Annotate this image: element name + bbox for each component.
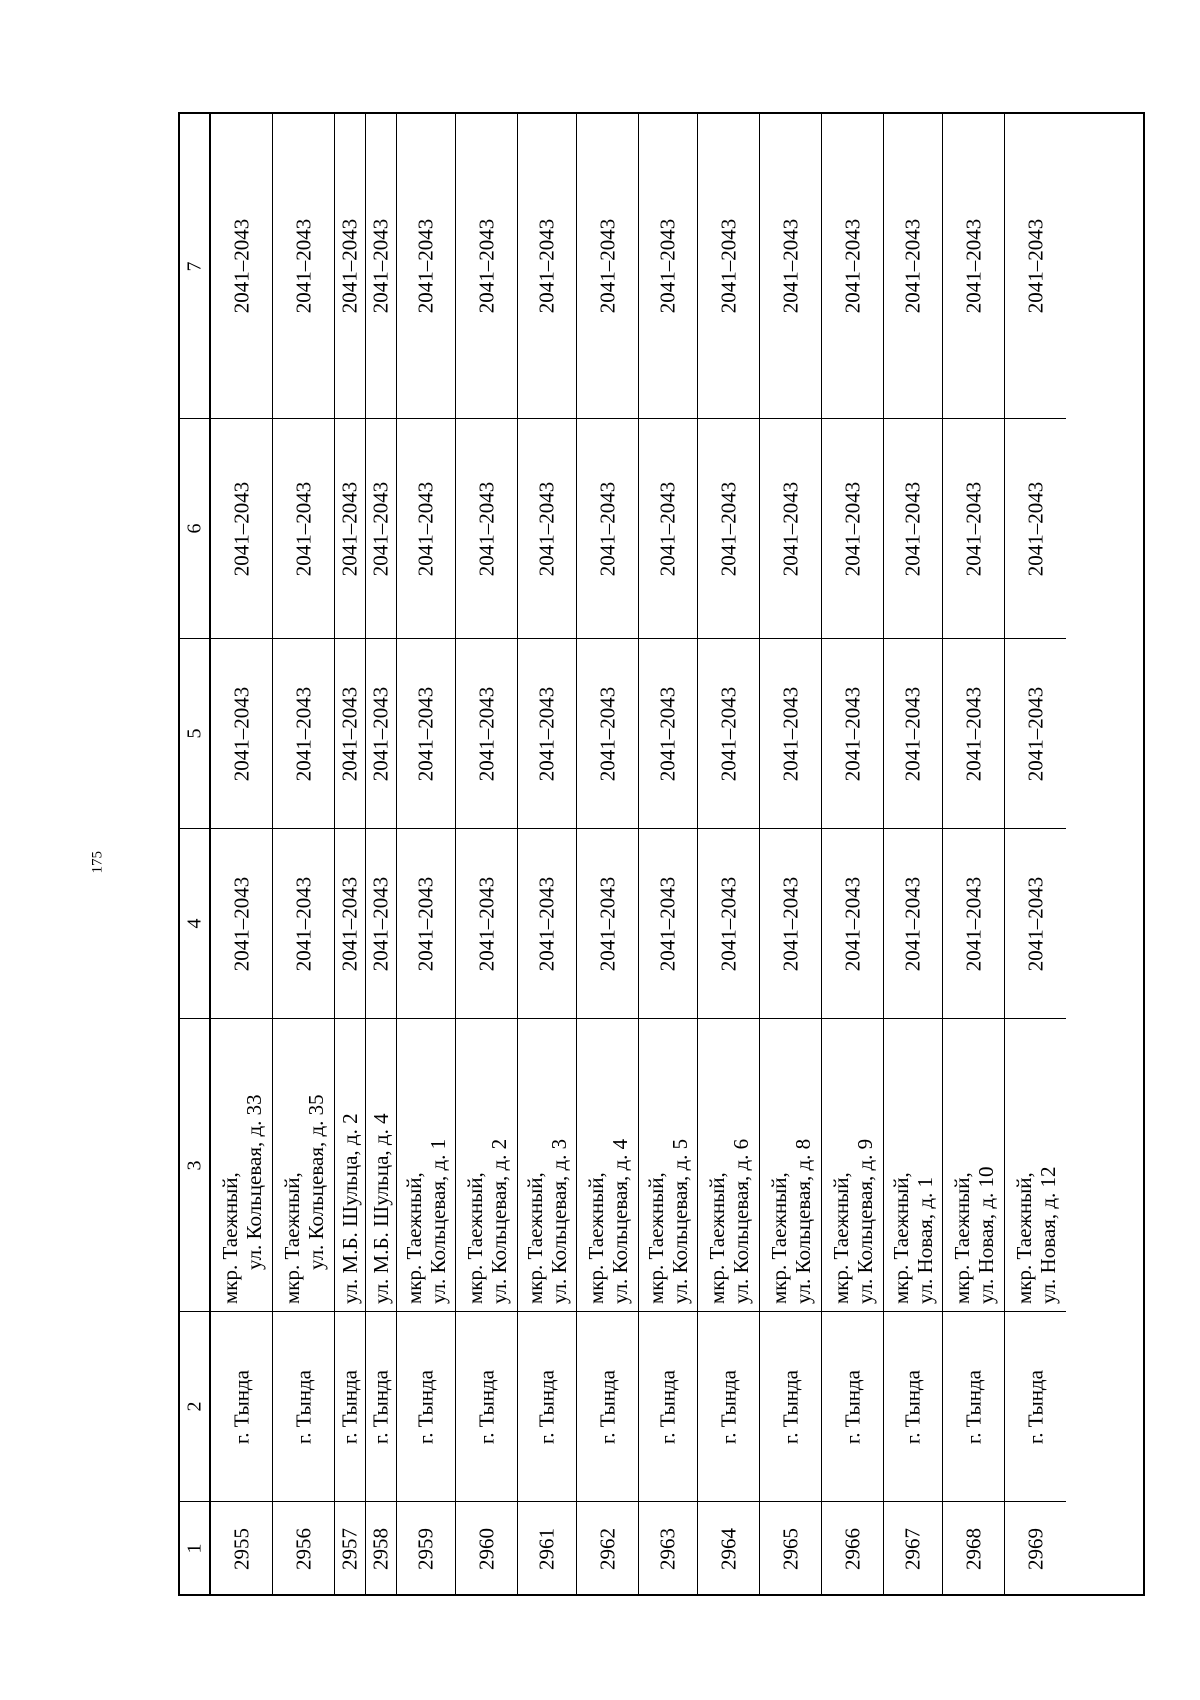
cell-col-3 [335, 1018, 365, 1311]
row-number: 2969 [1023, 1527, 1047, 1570]
row-number: 2965 [778, 1527, 802, 1570]
table-row [759, 114, 821, 1594]
table-row [821, 114, 883, 1594]
table-row [942, 114, 1004, 1594]
cell-col-6 [822, 418, 883, 638]
period-value: 2041–2043 [595, 481, 619, 576]
city-name: г. Тында [961, 1369, 985, 1444]
cell-col-7 [698, 114, 759, 418]
row-number: 2968 [961, 1527, 985, 1570]
period-value: 2041–2043 [474, 481, 498, 576]
city-name: г. Тында [900, 1369, 925, 1444]
row-number: 2963 [655, 1527, 680, 1570]
header-col-6 [180, 418, 209, 638]
cell-col-2 [577, 1311, 638, 1501]
city-name: г. Тында [337, 1369, 362, 1444]
period-value: 2041–2043 [474, 218, 498, 314]
cell-col-4 [822, 828, 883, 1018]
city-name: г. Тында [368, 1369, 393, 1444]
cell-col-5 [211, 638, 272, 828]
period-value: 2041–2043 [337, 876, 362, 971]
address-line-1: ул. М.Б. Шульца, д. 4 [369, 1113, 393, 1304]
cell-col-5 [335, 638, 365, 828]
header-label: 6 [183, 523, 205, 534]
cell-col-6 [577, 418, 638, 638]
cell-col-5 [943, 638, 1004, 828]
period-value: 2041–2043 [474, 876, 498, 971]
cell-col-5 [698, 638, 759, 828]
period-value: 2041–2043 [534, 481, 559, 576]
address-line-1: мкр. Таежный, [402, 1172, 426, 1304]
cell-col-2 [698, 1311, 759, 1501]
period-value: 2041–2043 [413, 876, 438, 971]
address-line-1: мкр. Таежный, [889, 1172, 913, 1304]
cell-col-3 [456, 1018, 517, 1311]
cell-col-3 [577, 1018, 638, 1311]
period-value: 2041–2043 [1023, 686, 1047, 781]
period-value: 2041–2043 [368, 876, 393, 971]
cell-col-3 [639, 1018, 697, 1311]
city-name: г. Тында [840, 1369, 864, 1444]
cell-col-6 [366, 418, 396, 638]
period-value: 2041–2043 [961, 218, 985, 314]
cell-col-7 [760, 114, 821, 418]
address-line-1: мкр. Таежный, [949, 1172, 974, 1304]
period-value: 2041–2043 [961, 876, 985, 971]
period-value: 2041–2043 [337, 218, 362, 314]
cell-col-1 [884, 1501, 942, 1595]
period-value: 2041–2043 [368, 218, 393, 314]
cell-col-7 [211, 114, 272, 418]
cell-col-7 [335, 114, 365, 418]
period-value: 2041–2043 [229, 876, 253, 971]
period-value: 2041–2043 [778, 218, 802, 314]
header-label: 5 [183, 728, 205, 739]
address-line-2: ул. Новая, д. 12 [1035, 1166, 1060, 1304]
address-line-2: ул. Кольцевая, д. 5 [668, 1138, 692, 1304]
cell-col-4 [366, 828, 396, 1018]
address-line-1: мкр. Таежный, [523, 1172, 547, 1304]
cell-col-3 [1005, 1018, 1066, 1311]
cell-col-6 [456, 418, 517, 638]
period-value: 2041–2043 [778, 876, 802, 971]
address-line-1: мкр. Таежный, [279, 1172, 304, 1304]
period-value: 2041–2043 [655, 481, 680, 576]
city-name: г. Тында [1023, 1369, 1047, 1444]
cell-col-5 [639, 638, 697, 828]
period-value: 2041–2043 [900, 218, 925, 314]
cell-col-7 [397, 114, 455, 418]
cell-col-2 [273, 1311, 334, 1501]
period-value: 2041–2043 [1023, 218, 1047, 314]
period-value: 2041–2043 [900, 481, 925, 576]
cell-col-5 [518, 638, 576, 828]
cell-col-5 [366, 638, 396, 828]
address-line-1: мкр. Таежный, [583, 1172, 608, 1304]
cell-col-4 [943, 828, 1004, 1018]
table-row [638, 114, 697, 1594]
header-label: 2 [183, 1401, 205, 1412]
header-col-5 [180, 638, 209, 828]
cell-col-1 [943, 1501, 1004, 1595]
header-label: 7 [183, 261, 205, 271]
cell-col-2 [518, 1311, 576, 1501]
table-row [1004, 114, 1066, 1594]
address-line-1: ул. М.Б. Шульца, д. 2 [338, 1113, 362, 1304]
cell-col-1 [518, 1501, 576, 1595]
cell-col-2 [1005, 1311, 1066, 1501]
period-value: 2041–2043 [961, 686, 985, 781]
cell-col-3 [366, 1018, 396, 1311]
table-row [517, 114, 576, 1594]
period-value: 2041–2043 [778, 481, 802, 576]
address-line-1: мкр. Таежный, [1011, 1172, 1036, 1304]
cell-col-2 [822, 1311, 883, 1501]
cell-col-5 [1005, 638, 1066, 828]
cell-col-4 [698, 828, 759, 1018]
rotated-table [178, 112, 1145, 1596]
period-value: 2041–2043 [337, 481, 362, 576]
period-value: 2041–2043 [716, 481, 740, 576]
row-number: 2967 [900, 1527, 925, 1570]
period-value: 2041–2043 [840, 481, 864, 576]
address-line-2: ул. Кольцевая, д. 2 [486, 1138, 511, 1304]
cell-col-6 [518, 418, 576, 638]
cell-col-1 [273, 1501, 334, 1595]
cell-col-6 [1005, 418, 1066, 638]
address-line-2: ул. Кольцевая, д. 8 [790, 1138, 815, 1304]
cell-col-1 [397, 1501, 455, 1595]
address-line-2: ул. Кольцевая, д. 3 [547, 1138, 571, 1304]
cell-col-7 [943, 114, 1004, 418]
cell-col-2 [760, 1311, 821, 1501]
period-value: 2041–2043 [595, 218, 619, 314]
cell-col-4 [884, 828, 942, 1018]
cell-col-2 [639, 1311, 697, 1501]
cell-col-5 [884, 638, 942, 828]
period-value: 2041–2043 [716, 876, 740, 971]
cell-col-7 [366, 114, 396, 418]
cell-col-2 [943, 1311, 1004, 1501]
period-value: 2041–2043 [716, 218, 740, 314]
cell-col-7 [639, 114, 697, 418]
table-row [883, 114, 942, 1594]
period-value: 2041–2043 [229, 481, 253, 576]
cell-col-7 [1005, 114, 1066, 418]
city-name: г. Тында [778, 1369, 802, 1444]
cell-col-5 [397, 638, 455, 828]
period-value: 2041–2043 [840, 686, 864, 781]
cell-col-4 [577, 828, 638, 1018]
cell-col-2 [884, 1311, 942, 1501]
period-value: 2041–2043 [337, 686, 362, 781]
period-value: 2041–2043 [229, 218, 253, 314]
cell-col-5 [760, 638, 821, 828]
period-value: 2041–2043 [778, 686, 802, 781]
address-line-1: мкр. Таежный, [704, 1172, 729, 1304]
cell-col-7 [273, 114, 334, 418]
header-row [180, 114, 210, 1594]
period-value: 2041–2043 [1023, 481, 1047, 576]
cell-col-6 [760, 418, 821, 638]
cell-col-7 [884, 114, 942, 418]
cell-col-3 [884, 1018, 942, 1311]
cell-col-7 [456, 114, 517, 418]
cell-col-2 [397, 1311, 455, 1501]
address-line-1: мкр. Таежный, [828, 1172, 853, 1304]
header-label: 3 [183, 1160, 205, 1170]
header-col-4 [180, 828, 209, 1018]
cell-col-2 [456, 1311, 517, 1501]
period-value: 2041–2043 [595, 876, 619, 971]
address-line-2: ул. Кольцевая, д. 1 [426, 1138, 450, 1304]
cell-col-5 [456, 638, 517, 828]
header-col-1 [180, 1501, 209, 1595]
city-name: г. Тында [291, 1369, 315, 1444]
city-name: г. Тында [413, 1369, 438, 1444]
period-value: 2041–2043 [291, 481, 315, 576]
cell-col-3 [397, 1018, 455, 1311]
cell-col-1 [639, 1501, 697, 1595]
city-name: г. Тында [534, 1369, 559, 1444]
cell-col-7 [822, 114, 883, 418]
cell-col-1 [1005, 1501, 1066, 1595]
period-value: 2041–2043 [716, 686, 740, 781]
city-name: г. Тында [474, 1369, 498, 1444]
period-value: 2041–2043 [413, 481, 438, 576]
table-row [697, 114, 759, 1594]
address-line-2: ул. Кольцевая, д. 33 [241, 1094, 266, 1270]
cell-col-4 [760, 828, 821, 1018]
cell-col-6 [639, 418, 697, 638]
address-line-2: ул. Новая, д. 1 [913, 1176, 937, 1304]
period-value: 2041–2043 [291, 686, 315, 781]
cell-col-4 [639, 828, 697, 1018]
period-value: 2041–2043 [291, 218, 315, 314]
cell-col-6 [211, 418, 272, 638]
cell-col-2 [366, 1311, 396, 1501]
cell-col-1 [335, 1501, 365, 1595]
row-number: 2964 [716, 1527, 740, 1570]
period-value: 2041–2043 [900, 686, 925, 781]
cell-col-1 [211, 1501, 272, 1595]
page-number: 175 [89, 851, 106, 874]
cell-col-1 [577, 1501, 638, 1595]
cell-col-6 [335, 418, 365, 638]
row-number: 2966 [840, 1527, 864, 1570]
cell-col-6 [397, 418, 455, 638]
period-value: 2041–2043 [961, 481, 985, 576]
period-value: 2041–2043 [534, 686, 559, 781]
cell-col-1 [760, 1501, 821, 1595]
period-value: 2041–2043 [1023, 876, 1047, 971]
row-number: 2958 [368, 1527, 393, 1570]
cell-col-5 [822, 638, 883, 828]
table-row [272, 114, 334, 1594]
period-value: 2041–2043 [595, 686, 619, 781]
cell-col-2 [335, 1311, 365, 1501]
address-line-1: мкр. Таежный, [217, 1172, 242, 1304]
address-line-2: ул. Кольцевая, д. 4 [607, 1138, 632, 1304]
cell-col-7 [518, 114, 576, 418]
address-line-2: ул. Новая, д. 10 [973, 1166, 998, 1304]
cell-col-4 [335, 828, 365, 1018]
table-row [396, 114, 455, 1594]
cell-col-4 [273, 828, 334, 1018]
row-number: 2961 [534, 1527, 559, 1570]
cell-col-1 [698, 1501, 759, 1595]
period-value: 2041–2043 [655, 686, 680, 781]
address-line-2: ул. Кольцевая, д. 6 [728, 1138, 753, 1304]
cell-col-5 [273, 638, 334, 828]
period-value: 2041–2043 [900, 876, 925, 971]
period-value: 2041–2043 [474, 686, 498, 781]
cell-col-6 [273, 418, 334, 638]
city-name: г. Тында [595, 1369, 619, 1444]
period-value: 2041–2043 [655, 218, 680, 314]
row-number: 2960 [474, 1527, 498, 1570]
cell-col-5 [577, 638, 638, 828]
cell-col-4 [1005, 828, 1066, 1018]
cell-col-6 [884, 418, 942, 638]
cell-col-4 [456, 828, 517, 1018]
period-value: 2041–2043 [655, 876, 680, 971]
period-value: 2041–2043 [534, 218, 559, 314]
period-value: 2041–2043 [534, 876, 559, 971]
table-row [576, 114, 638, 1594]
header-col-7 [180, 114, 209, 418]
cell-col-1 [822, 1501, 883, 1595]
period-value: 2041–2043 [291, 876, 315, 971]
table-row [455, 114, 517, 1594]
header-col-3 [180, 1018, 209, 1311]
period-value: 2041–2043 [413, 218, 438, 314]
cell-col-1 [366, 1501, 396, 1595]
header-col-2 [180, 1311, 209, 1501]
address-line-2: ул. Кольцевая, д. 35 [303, 1094, 328, 1270]
cell-col-3 [273, 1018, 334, 1311]
table-row [210, 114, 272, 1594]
address-line-1: мкр. Таежный, [644, 1172, 668, 1304]
row-number: 2959 [413, 1527, 438, 1570]
cell-col-3 [822, 1018, 883, 1311]
address-line-2: ул. Кольцевая, д. 9 [852, 1138, 877, 1304]
period-value: 2041–2043 [229, 686, 253, 781]
cell-col-1 [456, 1501, 517, 1595]
period-value: 2041–2043 [368, 481, 393, 576]
period-value: 2041–2043 [368, 686, 393, 781]
city-name: г. Тында [716, 1369, 740, 1444]
cell-col-3 [211, 1018, 272, 1311]
period-value: 2041–2043 [413, 686, 438, 781]
cell-col-3 [698, 1018, 759, 1311]
city-name: г. Тында [655, 1369, 680, 1444]
cell-col-3 [518, 1018, 576, 1311]
city-name: г. Тында [229, 1369, 253, 1444]
header-label: 1 [183, 1543, 205, 1554]
cell-col-6 [943, 418, 1004, 638]
cell-col-4 [518, 828, 576, 1018]
period-value: 2041–2043 [840, 876, 864, 971]
row-number: 2955 [229, 1527, 253, 1570]
address-line-1: мкр. Таежный, [462, 1172, 487, 1304]
cell-col-4 [397, 828, 455, 1018]
cell-col-4 [211, 828, 272, 1018]
table-row [334, 114, 365, 1594]
cell-col-6 [698, 418, 759, 638]
period-value: 2041–2043 [840, 218, 864, 314]
cell-col-2 [211, 1311, 272, 1501]
row-number: 2956 [291, 1527, 315, 1570]
address-line-1: мкр. Таежный, [766, 1172, 791, 1304]
row-number: 2962 [595, 1527, 619, 1570]
cell-col-3 [943, 1018, 1004, 1311]
cell-col-3 [760, 1018, 821, 1311]
cell-col-7 [577, 114, 638, 418]
row-number: 2957 [337, 1527, 362, 1570]
table-row [365, 114, 396, 1594]
header-label: 4 [183, 918, 205, 929]
